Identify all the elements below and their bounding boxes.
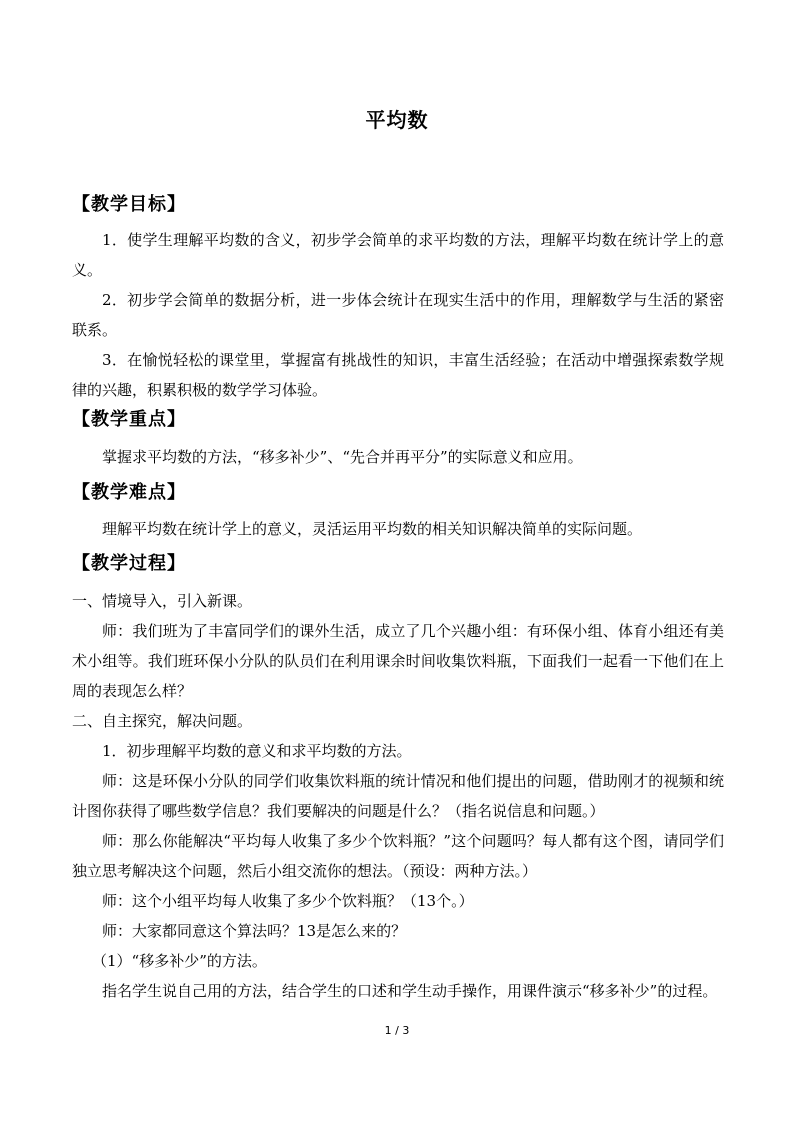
difficulties-text: 理解平均数在统计学上的意义，灵活运用平均数的相关知识解决简单的实际问题。 <box>102 520 643 538</box>
heading-teaching-goals: 【教学目标】 <box>72 194 186 215</box>
process-step1-title: 一、情境导入，引入新课。 <box>72 592 253 610</box>
page-number: 1 / 3 <box>384 1024 410 1037</box>
heading-teaching-process: 【教学过程】 <box>72 553 186 574</box>
goal-item-1: 1．使学生理解平均数的含义，初步学会简单的求平均数的方法，理解平均数在统计学上的意义。 <box>72 231 724 279</box>
process-step2-p1: 师：这是环保小分队的同学们收集饮料瓶的统计情况和他们提出的问题，借助刚才的视频和统计图你获得了哪些数学信息？我们要解决的问题是什么？（指名说信息和问题。） <box>72 772 724 820</box>
key-points-text: 掌握求平均数的方法，“移多补少”、“先合并再平分”的实际意义和应用。 <box>102 448 583 466</box>
heading-key-points: 【教学重点】 <box>72 409 186 430</box>
process-step2-p3: 师：这个小组平均每人收集了多少个饮料瓶？（13个。） <box>102 892 474 910</box>
process-step2-p2: 师：那么你能解决“平均每人收集了多少个饮料瓶？”这个问题吗？每人都有这个图，请同学们独立思考解决这个问题，然后小组交流你的想法。（预设：两种方法。） <box>72 832 724 880</box>
process-step2-p6: 指名学生说自己用的方法，结合学生的口述和学生动手操作，用课件演示“移多补少”的过程。 <box>102 982 718 1000</box>
process-step2-p4: 师：大家都同意这个算法吗？13是怎么来的？ <box>102 922 407 940</box>
goal-item-2: 2．初步学会简单的数据分析，进一步体会统计在现实生活中的作用，理解数学与生活的紧密联系。 <box>72 291 724 339</box>
process-step2-title: 二、自主探究，解决问题。 <box>72 712 253 730</box>
process-step2-sub1: 1．初步理解平均数的意义和求平均数的方法。 <box>102 742 412 760</box>
document-title: 平均数 <box>365 108 429 132</box>
process-step2-p5: （1）“移多补少”的方法。 <box>92 952 267 970</box>
goal-item-3: 3．在愉悦轻松的课堂里，掌握富有挑战性的知识，丰富生活经验；在活动中增强探索数学规律的兴趣，积累积极的数学学习体验。 <box>72 351 724 399</box>
heading-difficulties: 【教学难点】 <box>72 482 186 503</box>
process-step1-text: 师：我们班为了丰富同学们的课外生活，成立了几个兴趣小组：有环保小组、体育小组还有美术小组等。我们班环保小分队的队员们在利用课余时间收集饮料瓶，下面我们一起看一下他们在上周的表现怎么样？ <box>72 622 724 700</box>
